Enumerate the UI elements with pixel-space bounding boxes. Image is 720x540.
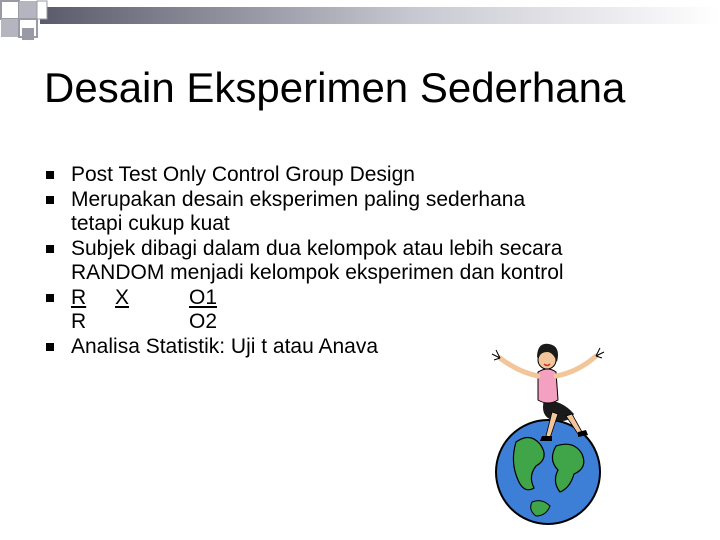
header-decoration	[0, 0, 720, 48]
bullet-text: Post Test Only Control Group Design	[71, 163, 415, 186]
square-bullet-icon	[46, 196, 54, 204]
bullet-text: tetapi cukup kuat	[71, 212, 230, 235]
design-x: X	[115, 286, 130, 309]
bullet-item	[46, 188, 666, 236]
square-bullet-icon	[46, 245, 54, 253]
square-bullet-icon	[46, 294, 54, 302]
bullet-text: RANDOM menjadi kelompok eksperimen dan kontrol	[71, 261, 564, 284]
slide-title: Desain Eksperimen Sederhana	[44, 64, 626, 111]
design-row-1	[71, 286, 666, 310]
square-bullet-icon	[46, 343, 54, 351]
bullet-item	[46, 237, 666, 285]
design-r: R	[71, 286, 87, 309]
bullet-text: Analisa Statistik: Uji t atau Anava	[71, 335, 378, 358]
bullet-text: Subjek dibagi dalam dua kelompok atau lebih secara	[71, 237, 563, 260]
design-notation	[46, 286, 666, 334]
design-o: O1	[189, 286, 218, 309]
bullet-item	[46, 163, 666, 187]
square-bullet-icon	[46, 171, 54, 179]
woman-on-globe-icon	[486, 330, 610, 530]
bullet-text: Merupakan desain eksperimen paling sederhana	[71, 188, 526, 211]
design-o: O2	[189, 310, 218, 333]
design-r: R	[71, 310, 87, 333]
